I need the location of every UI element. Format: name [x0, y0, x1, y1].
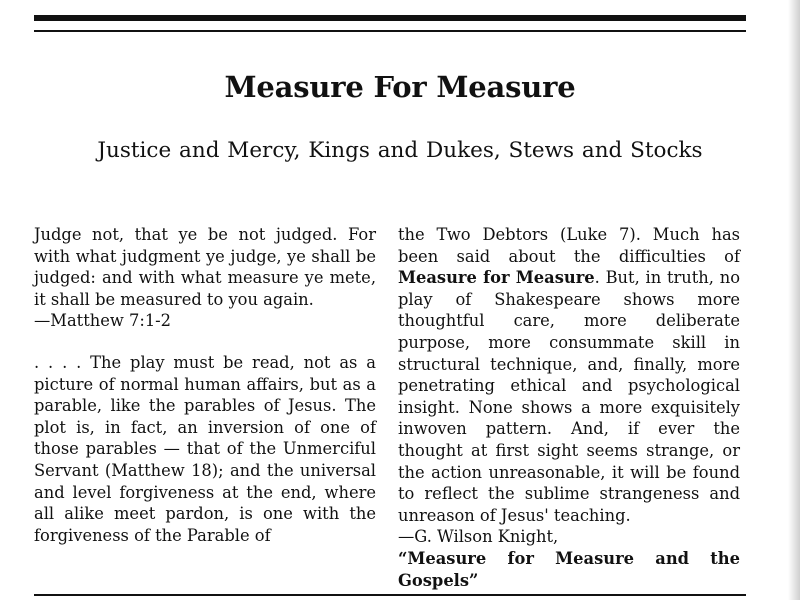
left-column: [34, 224, 376, 546]
attribution-title-rest: and the Gospels”: [398, 548, 740, 590]
right-body-text: [398, 224, 740, 526]
epigraph-text: Judge not, that ye be not judged. For with what judgment ye judge, ye shall be judged: and with what measure ye mete, it shall be measured to you again.: [34, 225, 376, 309]
attribution-play-title: Measure for Measure: [407, 548, 635, 568]
right-body-part2: . But, in truth, no play of Shakespeare shows more thoughtful care, more deliberate purpose, more consummate skill in structural technique, and, finally, more penetrating ethical and psychological insight. None shows a more exquisitely inwoven pattern. And, if ever the thought at first sight seems strange, or the action unreasonable, it will be found to reflect the sublime strangeness and unreason of Jesus' teaching.: [398, 268, 740, 525]
top-thin-rule: [34, 30, 746, 32]
right-body-play-title: Measure for Measure: [398, 268, 595, 288]
paragraph-gap: [34, 332, 376, 352]
attribution-author: —G. Wilson Knight,: [398, 527, 559, 547]
page-edge-shadow: [788, 0, 800, 600]
right-column: [398, 224, 740, 591]
attribution-title: [398, 548, 740, 591]
left-body-text: . . . . The play must be read, not as a picture of normal human affairs, but as a parable, like the parables of Jesus. The plot is, in fact, an inversion of one of those parables — that of the Unmerciful Servant (Matthew 18); and the universal and level forgiveness at the end, where all alike meet pardon, is one with the forgiveness of the Parable of: [34, 352, 376, 545]
page-title: Measure For Measure: [224, 70, 576, 104]
page-subtitle: Justice and Mercy, Kings and Dukes, Stews and Stocks: [97, 138, 703, 163]
bottom-rule: [34, 594, 746, 596]
right-body-part1: the Two Debtors (Luke 7). Much has been said about the difficulties of: [398, 225, 740, 266]
top-thick-rule: [34, 15, 746, 21]
epigraph-source: —Matthew 7:1-2: [34, 311, 172, 331]
attribution-quote-open: “: [398, 548, 408, 568]
